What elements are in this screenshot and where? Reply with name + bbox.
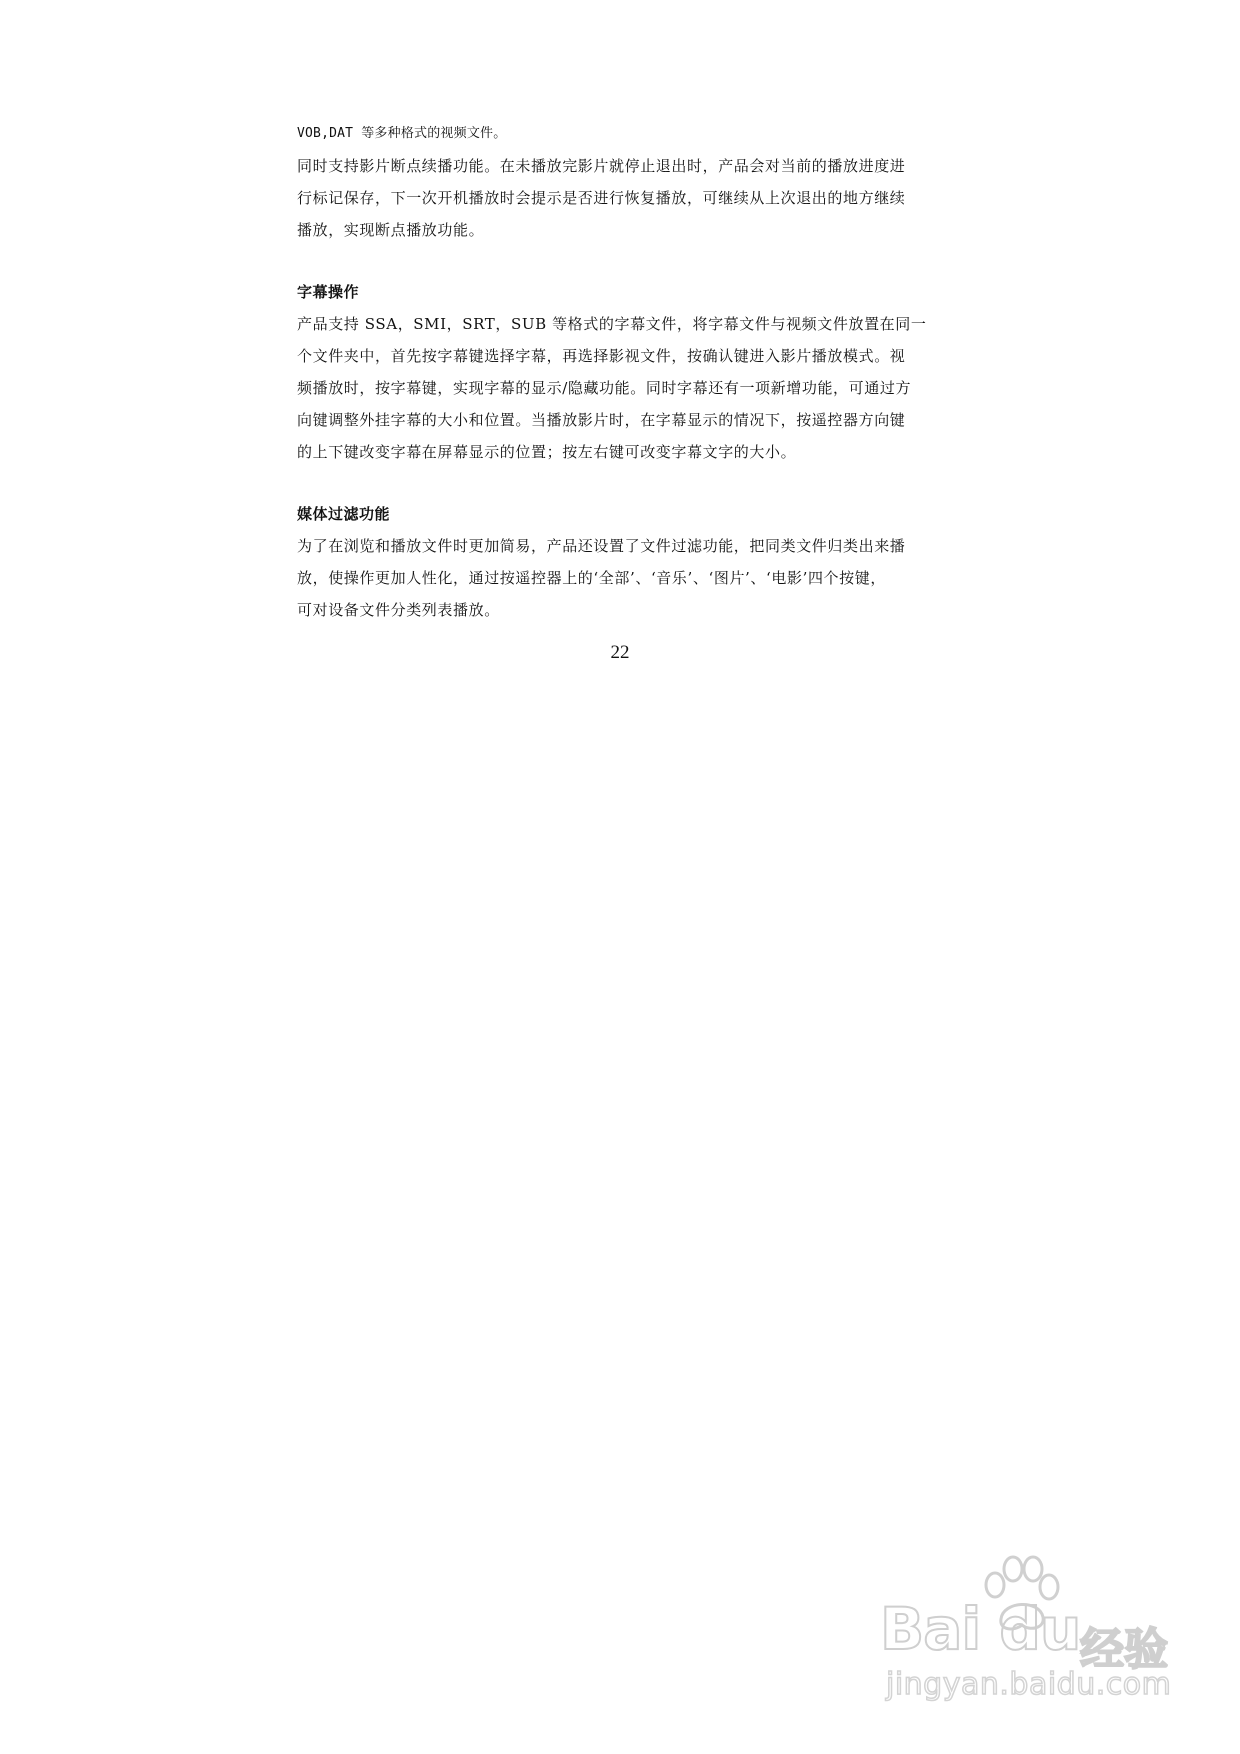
section-spacer xyxy=(297,246,957,276)
watermark-chinese: 经验 xyxy=(1080,1624,1168,1675)
section-spacer xyxy=(297,468,957,498)
intro-line-2: 同时支持影片断点续播功能。在未播放完影片就停止退出时，产品会对当前的播放进度进 xyxy=(297,157,906,175)
subtitle-line-4: 向键调整外挂字幕的大小和位置。当播放影片时，在字幕显示的情况下，按遥控器方向键 xyxy=(297,411,906,429)
baidu-jingyan-watermark xyxy=(880,1555,1210,1705)
intro-line-1: VOB,DAT 等多种格式的视频文件。 xyxy=(297,126,507,141)
subtitle-line-2: 个文件夹中，首先按字幕键选择字幕，再选择影视文件，按确认键进入影片播放模式。视 xyxy=(297,347,906,365)
page-number: 22 xyxy=(610,642,630,663)
filter-line-2: 放，使操作更加人性化，通过按遥控器上的‘全部’、‘音乐’、‘图片’、‘电影’四个按键， xyxy=(297,569,886,587)
subtitle-line-3: 频播放时，按字幕键，实现字幕的显示/隐藏功能。同时字幕还有一项新增功能，可通过方 xyxy=(297,379,912,397)
page-body xyxy=(297,118,957,626)
watermark-url: jingyan.baidu.com xyxy=(886,1667,1172,1702)
subtitle-line-1: 产品支持 SSA，SMI，SRT，SUB 等格式的字幕文件，将字幕文件与视频文件放置在同一 xyxy=(297,315,927,333)
filter-line-1: 为了在浏览和播放文件时更加简易，产品还设置了文件过滤功能，把同类文件归类出来播 xyxy=(297,537,906,555)
filter-line-3: 可对设备文件分类列表播放。 xyxy=(297,601,500,619)
subtitle-line-5: 的上下键改变字幕在屏幕显示的位置；按左右键可改变字幕文字的大小。 xyxy=(297,443,797,461)
section-heading-filter: 媒体过滤功能 xyxy=(297,505,391,523)
section-heading-subtitle: 字幕操作 xyxy=(297,283,360,301)
watermark-brand: Bai du xyxy=(880,1595,1081,1663)
intro-line-4: 播放，实现断点播放功能。 xyxy=(297,221,485,239)
intro-line-3: 行标记保存，下一次开机播放时会提示是否进行恢复播放，可继续从上次退出的地方继续 xyxy=(297,189,906,207)
